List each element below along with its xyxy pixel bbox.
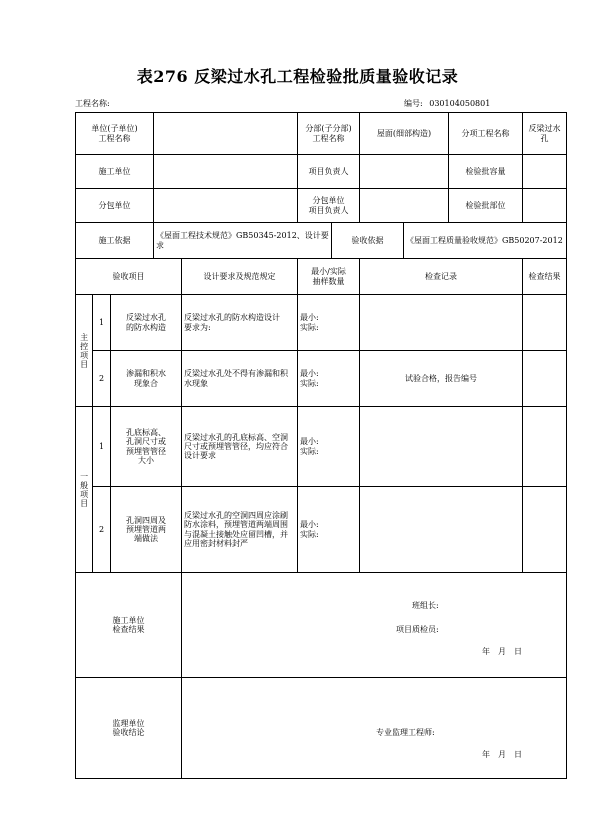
builder-label: 施工单位 xyxy=(76,155,154,189)
sample-count[interactable] xyxy=(298,295,360,351)
number-value: 030104050801 xyxy=(429,99,491,108)
supervisor-date: 年 月 日 xyxy=(482,750,523,759)
check-record[interactable] xyxy=(360,295,523,351)
table-row xyxy=(76,351,567,407)
col-sample-header: 最小/实际 抽样数量 xyxy=(298,259,360,295)
min-label: 最小: xyxy=(300,520,319,530)
item-name: 渗漏和积水 现象合 xyxy=(111,351,182,407)
number-label: 编号: xyxy=(404,99,423,108)
builder-date: 年 月 日 xyxy=(482,647,523,656)
actual-label: 实际: xyxy=(300,378,319,388)
design-requirement: 反梁过水孔处不得有渗漏和积水现象 xyxy=(182,351,298,407)
accept-basis-value: 《屋面工程质量验收规范》GB50207-2012 xyxy=(404,223,567,259)
qc-label: 项目质检员: xyxy=(396,625,439,634)
subunit-value[interactable]: 屋面(细部构造) xyxy=(360,113,449,155)
sample-count[interactable] xyxy=(298,407,360,487)
item-value[interactable]: 反梁过水孔 xyxy=(523,113,567,155)
check-record[interactable] xyxy=(360,487,523,573)
batch-part-label: 检验批部位 xyxy=(449,189,523,223)
sub-value[interactable] xyxy=(154,189,298,223)
sub-label: 分包单位 xyxy=(76,189,154,223)
item-name: 反梁过水孔 的防水构造 xyxy=(111,295,182,351)
row-number: 2 xyxy=(93,487,111,573)
sub-pm-value[interactable] xyxy=(360,189,449,223)
row-number: 2 xyxy=(93,351,111,407)
sub-pm-label: 分包单位 项目负责人 xyxy=(298,189,360,223)
item-name: 孔底标高、 孔洞尺寸或 预埋管管径 大小 xyxy=(111,407,182,487)
builder-check-label: 施工单位 检查结果 xyxy=(76,573,182,678)
inspection-form xyxy=(75,112,567,779)
actual-label: 实际: xyxy=(300,529,319,539)
table-row xyxy=(76,407,567,487)
general-group-label: 一般项目 xyxy=(76,407,93,573)
design-requirement: 反梁过水孔的防水构造设计 要求为: xyxy=(182,295,298,351)
check-record[interactable] xyxy=(360,407,523,487)
col-record-header: 检查记录 xyxy=(360,259,523,295)
design-requirement: 反梁过水孔的孔底标高、空洞尺寸或预埋管管径，均应符合设计要求 xyxy=(182,407,298,487)
engineer-label: 专业监理工程师: xyxy=(376,728,435,737)
col-result-header: 检查结果 xyxy=(523,259,567,295)
item-name: 孔洞四周及 预埋管道两 端做法 xyxy=(111,487,182,573)
batch-capacity-label: 检验批容量 xyxy=(449,155,523,189)
unit-label: 单位(子单位) 工程名称 xyxy=(76,113,154,155)
document-number xyxy=(404,98,490,109)
supervisor-label: 监理单位 验收结论 xyxy=(76,678,182,779)
row-number: 1 xyxy=(93,295,111,351)
page-title: 表276 反梁过水孔工程检验批质量验收记录 xyxy=(136,67,459,86)
subunit-label: 分部(子分部) 工程名称 xyxy=(298,113,360,155)
check-result[interactable] xyxy=(523,487,567,573)
basis-label: 施工依据 xyxy=(76,223,154,259)
min-label: 最小: xyxy=(300,313,319,323)
project-name-label: 工程名称: xyxy=(75,99,110,108)
sample-count[interactable] xyxy=(298,487,360,573)
row-number: 1 xyxy=(93,407,111,487)
builder-value[interactable] xyxy=(154,155,298,189)
pm-label: 项目负责人 xyxy=(298,155,360,189)
accept-basis-label: 验收依据 xyxy=(332,223,404,259)
supervisor-area[interactable] xyxy=(182,678,567,779)
design-requirement: 反梁过水孔的空洞四周应涂刷防水涂料，预埋管道两端周围与混凝土接触处应留凹槽，并应用密封材料封严 xyxy=(182,487,298,573)
batch-capacity-value[interactable] xyxy=(523,155,567,189)
col-item-header: 验收项目 xyxy=(76,259,182,295)
actual-label: 实际: xyxy=(300,446,319,456)
unit-value[interactable] xyxy=(154,113,298,155)
col-design-header: 设计要求及规范规定 xyxy=(182,259,298,295)
check-result[interactable] xyxy=(523,295,567,351)
table-row xyxy=(76,487,567,573)
sample-count[interactable] xyxy=(298,351,360,407)
team-leader-label: 班组长: xyxy=(412,601,439,610)
main-group-label: 主控项目 xyxy=(76,295,93,407)
min-label: 最小: xyxy=(300,369,319,379)
builder-check-area[interactable] xyxy=(182,573,567,678)
check-result[interactable] xyxy=(523,407,567,487)
pm-value[interactable] xyxy=(360,155,449,189)
check-result[interactable] xyxy=(523,351,567,407)
actual-label: 实际: xyxy=(300,322,319,332)
min-label: 最小: xyxy=(300,437,319,447)
batch-part-value[interactable] xyxy=(523,189,567,223)
basis-value: 《屋面工程技术规范》GB50345-2012、设计要求 xyxy=(154,223,332,259)
table-row xyxy=(76,295,567,351)
item-label: 分项工程名称 xyxy=(449,113,523,155)
check-record[interactable]: 试验合格，报告编号 xyxy=(360,351,523,407)
